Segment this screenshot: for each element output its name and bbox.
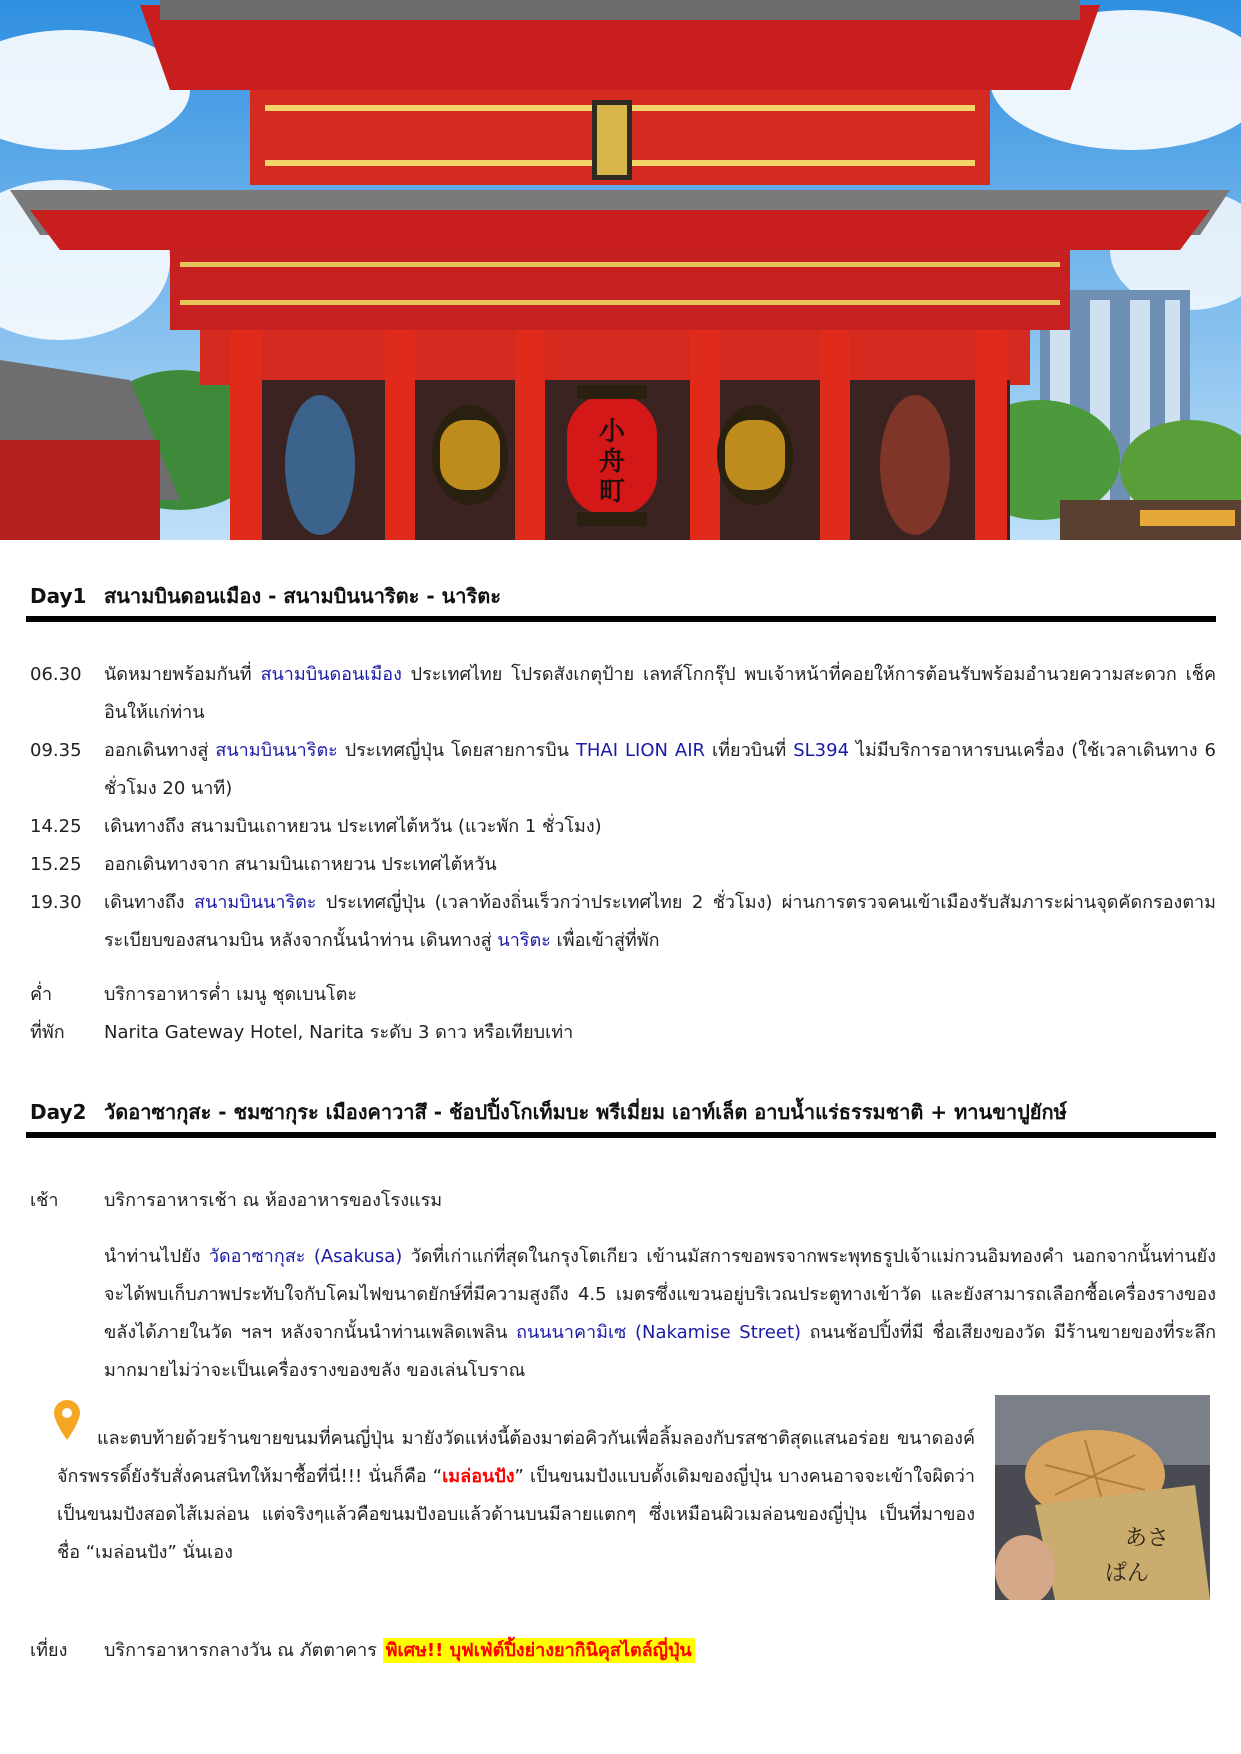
day1-header xyxy=(30,580,1216,612)
dinner-row xyxy=(30,976,1216,1014)
day1-divider xyxy=(26,616,1216,622)
item-text: นัดหมายพร้อมกันที่ สนามบินดอนเมือง ประเทศไทย โปรดสังเกตุป้าย เลทส์โกกรุ๊ป พบเจ้าหน้าที่คอยให้การต้อนรับพร้อมอำนวยความสะดวก เช็คอินให้แก่ท่าน xyxy=(104,664,1216,723)
item-time: 15.25 xyxy=(30,854,82,875)
place-link: สนามบินดอนเมือง xyxy=(260,664,402,685)
svg-text:舟: 舟 xyxy=(598,447,626,477)
place-link: สนามบินนาริตะ xyxy=(194,892,317,913)
day2-title: วัดอาซากุสะ - ชมซากุระ เมืองคาวาสึ - ช้อปปิ้งโกเท็มบะ พรีเมี่ยม เอาท์เล็ต อาบน้ำแร่ธรรมชาติ + ทานขาปูยักษ์ xyxy=(104,1100,1067,1124)
itinerary-item xyxy=(30,808,1216,846)
svg-text:町: 町 xyxy=(598,477,626,507)
dinner-text: บริการอาหารค่ำ เมนู ชุดเบนโตะ xyxy=(104,984,358,1005)
itinerary-item xyxy=(30,656,1216,732)
svg-text:あさ: あさ xyxy=(1125,1526,1170,1551)
itinerary-item xyxy=(30,846,1216,884)
hero-photo xyxy=(0,0,1241,540)
item-text: เดินทางถึง สนามบินนาริตะ ประเทศญี่ปุ่น (เวลาท้องถิ่นเร็วกว่าประเทศไทย 2 ชั่วโมง) ผ่านการตรวจคนเข้าเมืองรับสัมภาระผ่านจุดคัดกรองตามระเบียบของสนามบิน หลังจากนั้นนำท่าน เดินทางสู่ นาริตะ เพื่อเข้าสู่ที่พัก xyxy=(104,892,1216,951)
itinerary-item xyxy=(30,884,1216,960)
lunch-text: บริการอาหารกลางวัน ณ ภัตตาคาร พิเศษ!! บุฟเฟ่ต์ปิ้งย่างยากินิคุสไตล์ญี่ปุ่น xyxy=(104,1632,1216,1670)
item-time: 06.30 xyxy=(30,664,82,685)
item-time: 14.25 xyxy=(30,816,82,837)
melonpan-highlight: เมล่อนปัง xyxy=(442,1466,515,1487)
lunch-highlight: พิเศษ!! บุฟเฟ่ต์ปิ้งย่างยากินิคุสไตล์ญี่ปุ่น xyxy=(383,1638,695,1663)
lunch-row xyxy=(30,1632,1216,1670)
airline-name: THAI LION AIR xyxy=(575,740,706,761)
breakfast-text: บริการอาหารเช้า ณ ห้องอาหารของโรงแรม xyxy=(104,1190,443,1211)
hotel-text: Narita Gateway Hotel, Narita ระดับ 3 ดาว หรือเทียบเท่า xyxy=(104,1022,574,1043)
day2-header xyxy=(30,1096,1216,1128)
dinner-label: ค่ำ xyxy=(30,984,53,1005)
day2-label: Day2 xyxy=(30,1100,87,1124)
itinerary-item xyxy=(30,732,1216,808)
breakfast-row xyxy=(30,1182,1216,1220)
svg-text:ぱん: ぱん xyxy=(1105,1561,1150,1586)
hotel-label: ที่พัก xyxy=(30,1022,65,1043)
place-link: วัดอาซากุสะ (Asakusa) xyxy=(208,1246,403,1267)
day1-title: สนามบินดอนเมือง - สนามบินนาริตะ - นาริตะ xyxy=(104,584,501,608)
item-text: ออกเดินทางสู่ สนามบินนาริตะ ประเทศญี่ปุ่น โดยสายการบิน THAI LION AIR เที่ยวบินที่ SL394 ไม่มีบริการอาหารบนเครื่อง (ใช้เวลาเดินทาง 6 ชั่วโมง 20 นาที) xyxy=(104,740,1216,799)
svg-text:小: 小 xyxy=(598,417,626,447)
item-text: ออกเดินทางจาก สนามบินเถาหยวน ประเทศไต้หวัน xyxy=(104,854,497,875)
day1-label: Day1 xyxy=(30,584,87,608)
place-link: นาริตะ xyxy=(497,930,551,951)
melonpan-paragraph: และตบท้ายด้วยร้านขายขนมที่คนญี่ปุ่น มายังวัดแห่งนี้ต้องมาต่อคิวกันเพื่อลิ้มลองกับรสชาติสุดแสนอร่อย ขนาดองค์จักรพรรดิ์ยังรับสั่งคนสนิทให้มาซื้อที่นี่!!! นั่นก็คือ “เมล่อนปัง” เป็นขนมปังแบบดั้งเดิมของญี่ปุ่น บางคนอาจจะเข้าใจผิดว่าเป็นขนมปังสอดไส้เมล่อน แต่จริงๆแล้วคือขนมปังอบแล้วด้านบนมีลายแตกๆ ซึ่งเหมือนผิวเมล่อนของญี่ปุ่น เป็นที่มาของชื่อ “เมล่อนปัง” นั่นเอง xyxy=(57,1428,976,1563)
item-text: เดินทางถึง สนามบินเถาหยวน ประเทศไต้หวัน (แวะพัก 1 ชั่วโมง) xyxy=(104,816,602,837)
hotel-row xyxy=(30,1014,1216,1052)
day2-divider xyxy=(26,1132,1216,1138)
melonpan-photo xyxy=(995,1395,1210,1600)
item-time: 19.30 xyxy=(30,892,82,913)
place-link: สนามบินนาริตะ xyxy=(215,740,338,761)
place-link: ถนนนาคามิเซ (Nakamise Street) xyxy=(516,1322,802,1343)
lunch-label: เที่ยง xyxy=(30,1640,68,1661)
asakusa-paragraph: นำท่านไปยัง วัดอาซากุสะ (Asakusa) วัดที่เก่าแก่ที่สุดในกรุงโตเกียว เข้านมัสการขอพรจากพระพุทธรูปเจ้าแม่กวนอิมทองคำ นอกจากนั้นท่านยังจะได้พบเก็บภาพประทับใจกับโคมไฟขนาดยักษ์ที่มีความสูงถึง 4.5 เมตรซึ่งแขวนอยู่บริเวณประตูทางเข้าวัด และยังสามารถเลือกซื้อเครื่องรางของขลังได้ภายในวัด ฯลฯ หลังจากนั้นนำท่านเพลิดเพลิน ถนนนาคามิเซ (Nakamise Street) ถนนช้อปปิ้งที่มี ชื่อเสียงของวัด มีร้านขายของที่ระลึกมากมายไม่ว่าจะเป็นเครื่องรางของขลัง ของเล่นโบราณ xyxy=(104,1246,1217,1381)
breakfast-label: เช้า xyxy=(30,1190,59,1211)
item-time: 09.35 xyxy=(30,740,82,761)
flight-number: SL394 xyxy=(793,740,850,761)
